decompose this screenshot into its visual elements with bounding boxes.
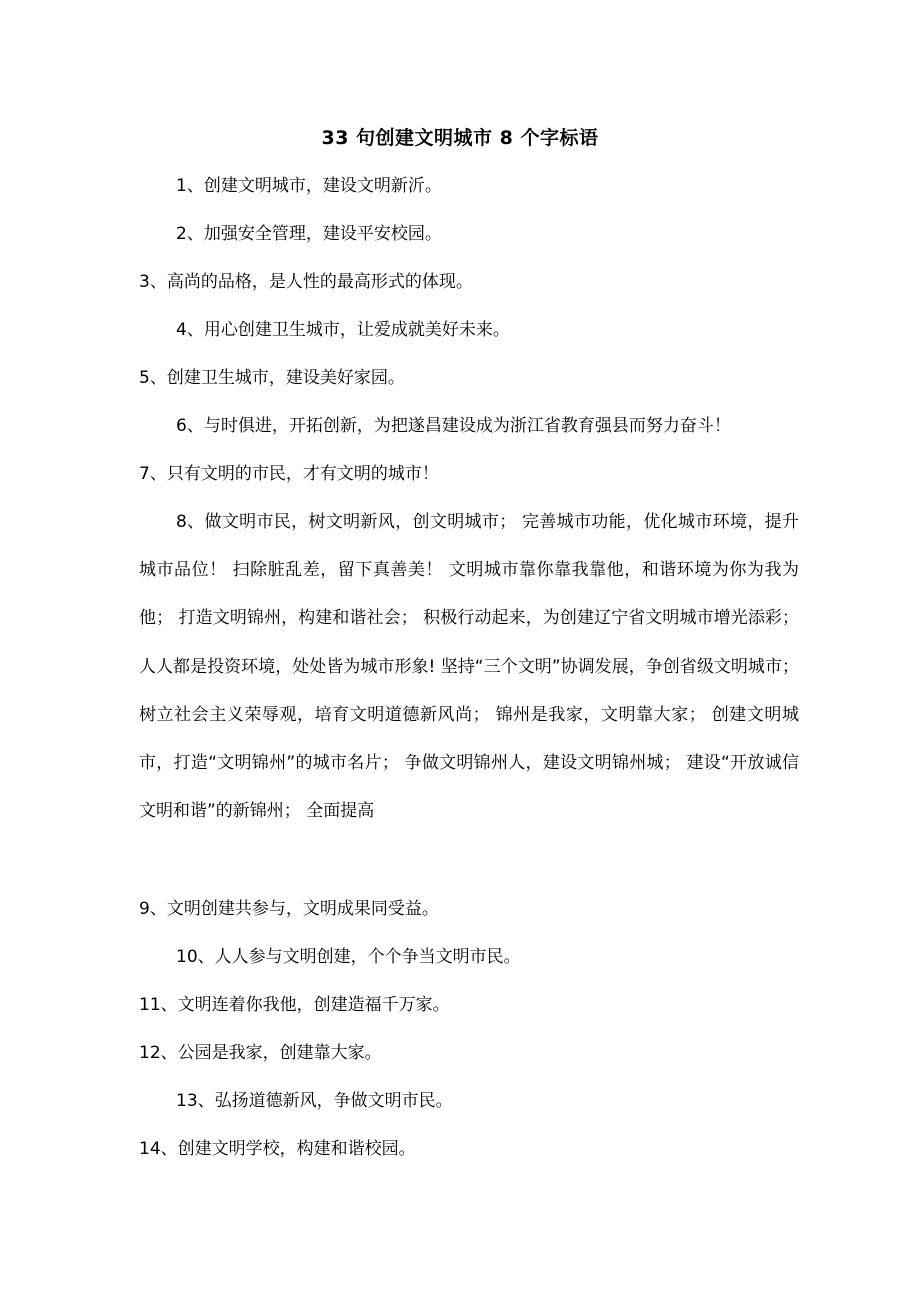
slogan-line: 9、文明创建共参与，文明成果同受益。 [139, 899, 439, 919]
slogan-line: 5、创建卫生城市，建设美好家园。 [139, 368, 405, 388]
slogan-line: 12、公园是我家，创建靠大家。 [139, 1043, 382, 1063]
slogan-line: 3、高尚的品格，是人性的最高形式的体现。 [139, 272, 473, 292]
slogan-line: 1、创建文明城市，建设文明新沂。 [176, 176, 442, 196]
slogan-line: 7、只有文明的市民，才有文明的城市！ [139, 464, 439, 484]
slogan-line: 13、弘扬道德新风，争做文明市民。 [176, 1091, 453, 1111]
slogan-line: 2、加强安全管理，建设平安校园。 [176, 224, 442, 244]
slogan-paragraph: 8、做文明市民，树文明新风，创文明城市； 完善城市功能，优化城市环境，提升城市品位！ 扫除脏乱差，留下真善美！ 文明城市靠你靠我靠他，和谐环境为你为我为他； 打造文明锦州，构建和谐社会； 积极行动起来，为创建辽宁省文明城市增光添彩； 人人都是投资环境，处处皆为城市形象! 坚持“三个文明”协调发展，争创省级文明城市； 树立社会主义荣辱观，培育文明道德新风尚； 锦州是我家，文明靠大家； 创建文明城市，打造“文明锦州”的城市名片； 争做文明锦州人，建设文明锦州城； 建设“开放诚信文明和谐”的新锦州； 全面提高 [139, 512, 799, 822]
slogan-line: 14、创建文明学校，构建和谐校园。 [139, 1139, 416, 1159]
slogan-line: 10、人人参与文明创建，个个争当文明市民。 [176, 947, 521, 967]
slogan-line: 6、与时俱进，开拓创新，为把遂昌建设成为浙江省教育强县而努力奋斗！ [176, 416, 731, 436]
slogan-line: 4、用心创建卫生城市，让爱成就美好未来。 [176, 320, 510, 340]
document-title: 33 句创建文明城市 8 个字标语 [321, 127, 599, 149]
slogan-line: 11、文明连着你我他，创建造福千万家。 [139, 995, 450, 1015]
